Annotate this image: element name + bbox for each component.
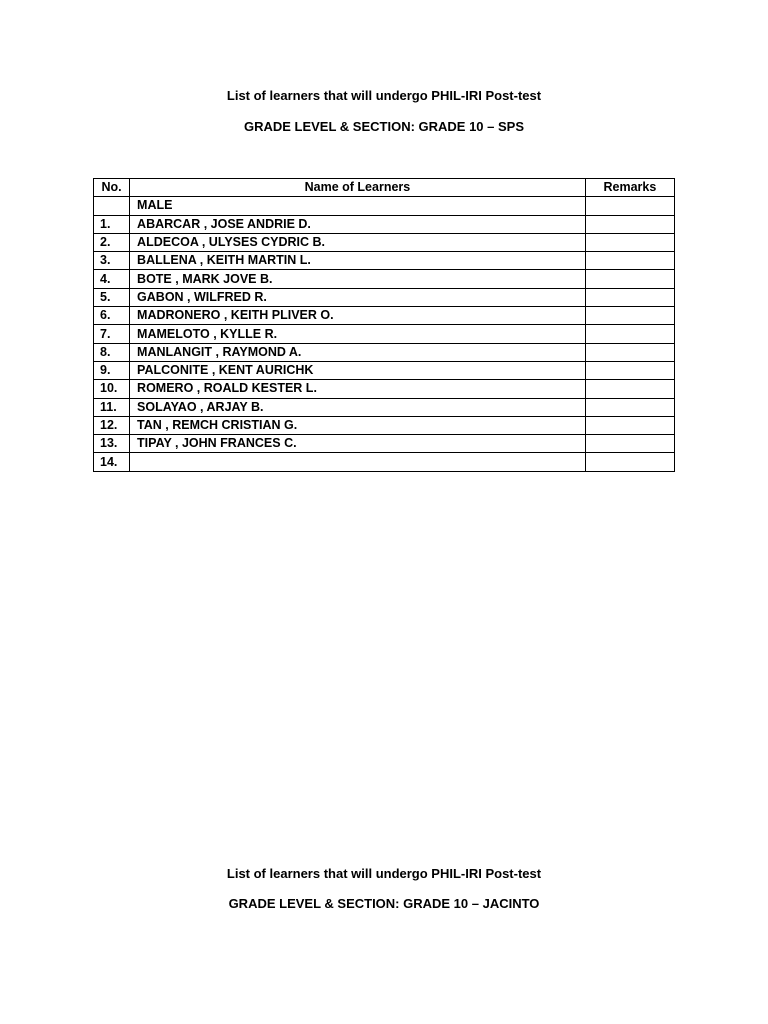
row-number-cell: 1. (94, 215, 130, 233)
row-number-cell: 8. (94, 343, 130, 361)
remarks-cell (585, 307, 674, 325)
table-row (94, 453, 675, 471)
remarks-cell (585, 416, 674, 434)
table-row (94, 398, 675, 416)
table-row (94, 307, 675, 325)
row-number-cell: 12. (94, 416, 130, 434)
header-no: No. (94, 179, 130, 197)
table-row (94, 361, 675, 379)
document-title-2: List of learners that will undergo PHIL-IRI Post-test (226, 866, 542, 881)
table-row (94, 288, 675, 306)
learner-name-cell: BOTE , MARK JOVE B. (130, 270, 586, 288)
learners-table (93, 178, 675, 472)
remarks-cell (585, 453, 674, 471)
table-header-row (94, 179, 675, 197)
row-number-cell: 7. (94, 325, 130, 343)
remarks-cell (585, 215, 674, 233)
group-no-cell (94, 197, 130, 215)
table-row (94, 416, 675, 434)
learner-name-cell: ALDECOA , ULYSES CYDRIC B. (130, 233, 586, 251)
learner-name-cell: PALCONITE , KENT AURICHK (130, 361, 586, 379)
learner-name-cell: SOLAYAO , ARJAY B. (130, 398, 586, 416)
remarks-cell (585, 233, 674, 251)
learner-name-cell: GABON , WILFRED R. (130, 288, 586, 306)
remarks-cell (585, 288, 674, 306)
row-number-cell: 9. (94, 361, 130, 379)
learner-name-cell: ABARCAR , JOSE ANDRIE D. (130, 215, 586, 233)
remarks-cell (585, 325, 674, 343)
table-row (94, 233, 675, 251)
table-row (94, 435, 675, 453)
learner-name-cell: MAMELOTO , KYLLE R. (130, 325, 586, 343)
row-number-cell: 3. (94, 252, 130, 270)
group-remarks-cell (585, 197, 674, 215)
learner-name-cell: ROMERO , ROALD KESTER L. (130, 380, 586, 398)
row-number-cell: 5. (94, 288, 130, 306)
group-row-male (94, 197, 675, 215)
row-number-cell: 14. (94, 453, 130, 471)
grade-section-heading: GRADE LEVEL & SECTION: GRADE 10 – SPS (243, 119, 525, 134)
table-row (94, 252, 675, 270)
table-row (94, 270, 675, 288)
document-title: List of learners that will undergo PHIL-IRI Post-test (226, 88, 542, 103)
header-remarks: Remarks (585, 179, 674, 197)
table-body (94, 197, 675, 471)
row-number-cell: 6. (94, 307, 130, 325)
learner-name-cell: MANLANGIT , RAYMOND A. (130, 343, 586, 361)
remarks-cell (585, 398, 674, 416)
group-label: MALE (130, 197, 586, 215)
table-row (94, 325, 675, 343)
learner-name-cell: TAN , REMCH CRISTIAN G. (130, 416, 586, 434)
learner-name-cell (130, 453, 586, 471)
remarks-cell (585, 361, 674, 379)
table-row (94, 380, 675, 398)
remarks-cell (585, 380, 674, 398)
row-number-cell: 13. (94, 435, 130, 453)
table-row (94, 343, 675, 361)
row-number-cell: 11. (94, 398, 130, 416)
remarks-cell (585, 270, 674, 288)
learner-name-cell: MADRONERO , KEITH PLIVER O. (130, 307, 586, 325)
learner-name-cell: BALLENA , KEITH MARTIN L. (130, 252, 586, 270)
table-row (94, 215, 675, 233)
grade-section-heading-2: GRADE LEVEL & SECTION: GRADE 10 – JACINTO (228, 896, 540, 911)
row-number-cell: 2. (94, 233, 130, 251)
remarks-cell (585, 435, 674, 453)
remarks-cell (585, 252, 674, 270)
row-number-cell: 10. (94, 380, 130, 398)
remarks-cell (585, 343, 674, 361)
header-name: Name of Learners (130, 179, 586, 197)
row-number-cell: 4. (94, 270, 130, 288)
learner-name-cell: TIPAY , JOHN FRANCES C. (130, 435, 586, 453)
